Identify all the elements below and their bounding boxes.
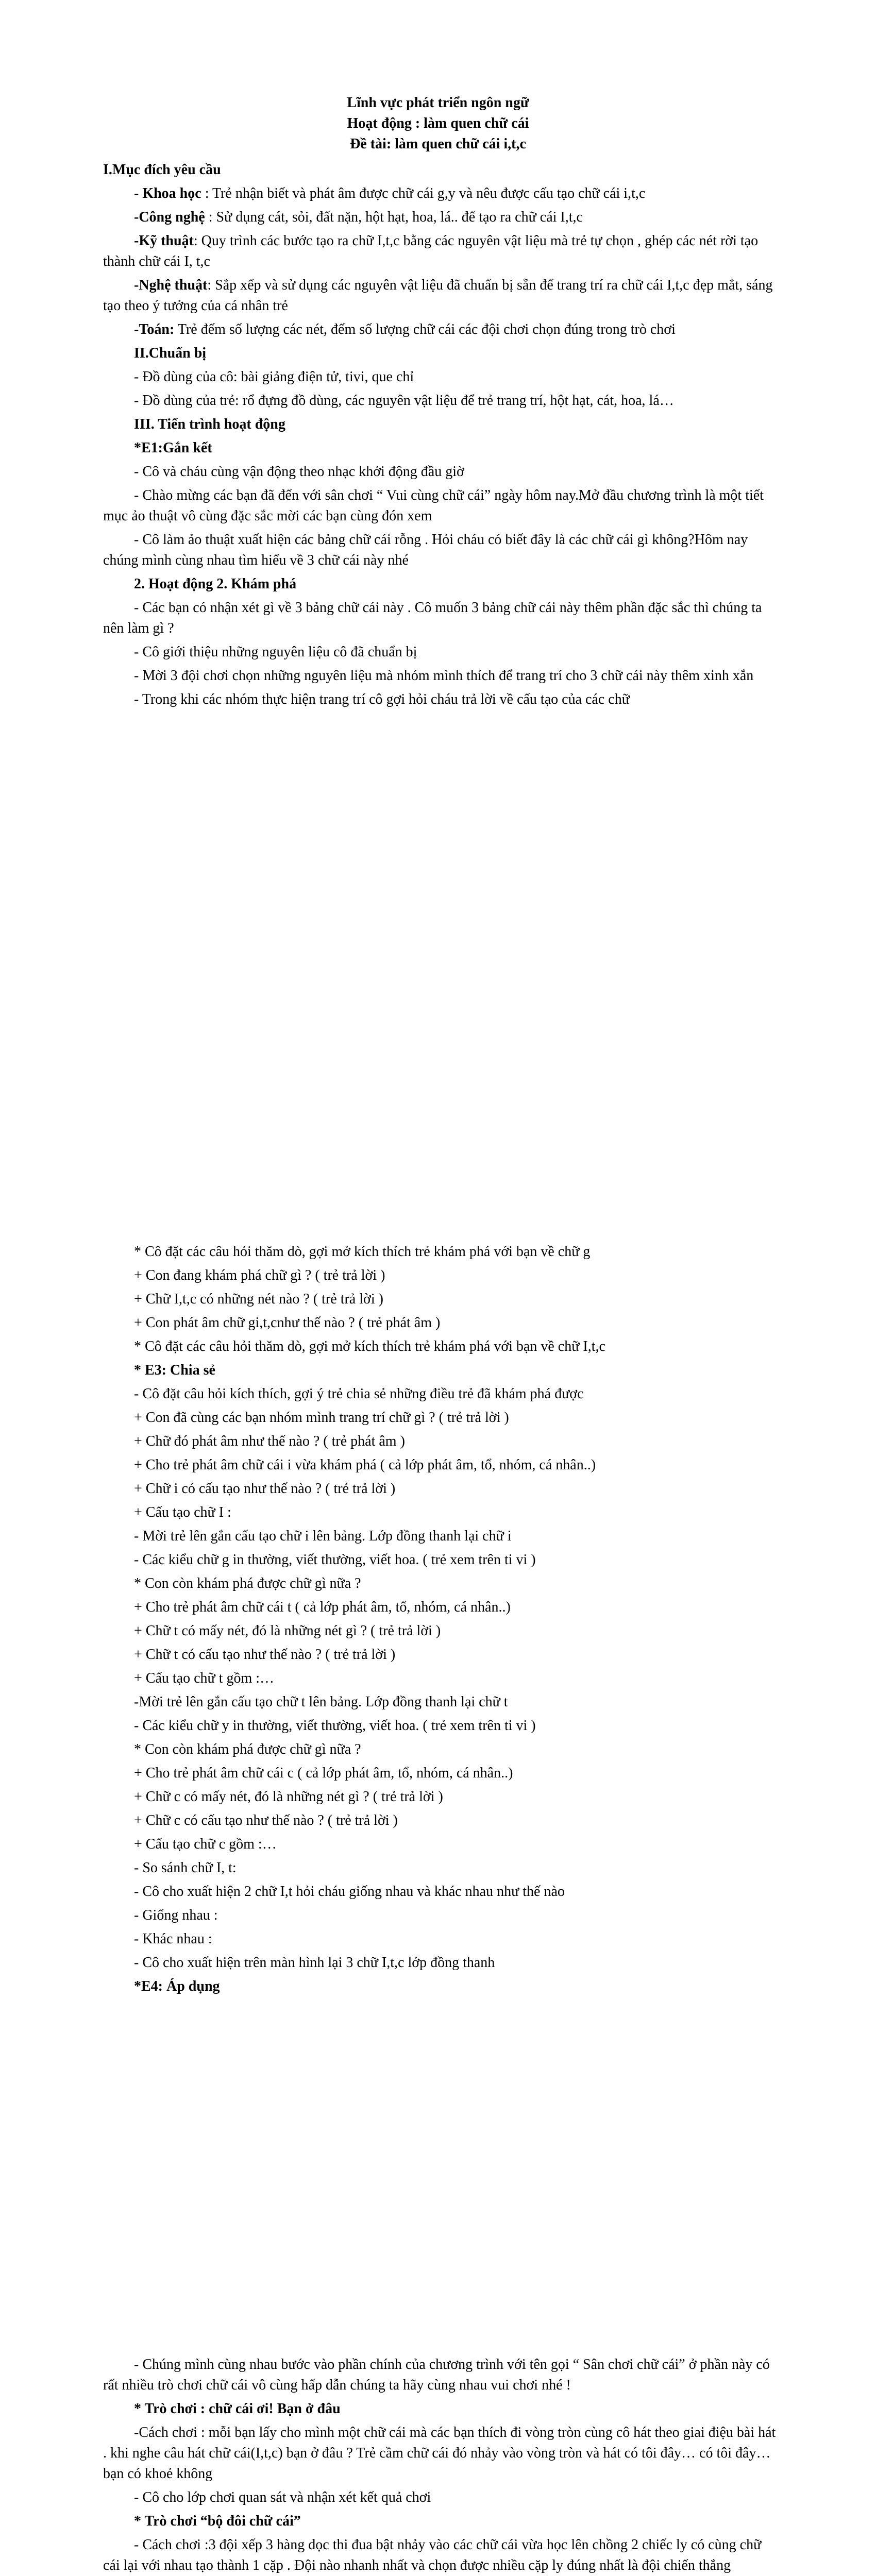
heading-e1: *E1:Gắn kết [134, 440, 212, 456]
line-item: - Các kiểu chữ y in thường, viết thường, viết hoa. ( trẻ xem trên ti vi ) [134, 1718, 536, 1734]
line-item: - Cô cho xuất hiện trên màn hình lại 3 chữ I,t,c lớp đồng thanh [134, 1955, 495, 1971]
line-item: + Chữ đó phát âm như thế nào ? ( trẻ phát âm ) [134, 1433, 405, 1449]
paragraph-engineering: -Kỹ thuật: Quy trình các bước tạo ra chữ I,t,c bằng các nguyên vật liệu mà trẻ tự chọn , ghép các nét rời tạo thành chữ cái I, t,c [103, 233, 759, 269]
paragraph-technology: -Công nghệ : Sử dụng cát, sỏi, đất nặn, hột hạt, hoa, lá.. để tạo ra chữ cái I,t,c [134, 209, 583, 225]
line-item: + Cấu tạo chữ t gồm :… [134, 1670, 275, 1686]
paragraph-welcome: - Chào mừng các bạn đã đến với sân chơi “ Vui cùng chữ cái” ngày hôm nay.Mở đầu chương trình là một tiết mục ảo thuật vô cùng đặc sắc mời các bạn cùng đón xem [103, 487, 764, 524]
line-item: - Cô cho lớp chơi quan sát và nhận xét kết quả chơi [134, 2489, 431, 2505]
line-item: + Chữ i có cấu tạo như thế nào ? ( trẻ trả lời ) [134, 1481, 396, 1497]
line-item: + Chữ t có mấy nét, đó là những nét gì ? ( trẻ trả lời ) [134, 1623, 441, 1639]
heading-game-2: * Trò chơi “bộ đôi chữ cái” [134, 2513, 301, 2529]
line-item: - Các kiểu chữ g in thường, viết thường, viết hoa. ( trẻ xem trên ti vi ) [134, 1552, 536, 1568]
heading-progress: III. Tiến trình hoạt động [134, 416, 285, 432]
heading-preparation: II.Chuẩn bị [134, 345, 207, 361]
line-item: * Cô đặt các câu hỏi thăm dò, gợi mở kích thích trẻ khám phá với bạn về chữ I,t,c [134, 1338, 605, 1354]
paragraph-decorate-question: - Trong khi các nhóm thực hiện trang trí cô gợi hỏi cháu trả lời về cấu tạo của các chữ [134, 691, 630, 707]
paragraph-warmup: - Cô và cháu cùng vận động theo nhạc khởi động đầu giờ [134, 464, 464, 480]
line-item: + Chữ c có cấu tạo như thế nào ? ( trẻ trả lời ) [134, 1812, 398, 1828]
paragraph-game-1-rules: -Cách chơi : mỗi bạn lấy cho mình một chữ cái mà các bạn thích đi vòng tròn cùng cô hát theo giai điệu bài hát . khi nghe câu hát chữ cái(I,t,c) bạn ở đâu ? Trẻ cầm chữ cái đó nhảy vào vòng tròn và hát có tôi đây… có tôi đây… bạn có khoẻ không [103, 2425, 776, 2482]
paragraph-magic-trick: - Cô làm ảo thuật xuất hiện các bảng chữ cái rỗng . Hỏi cháu có biết đây là các chữ cái gì không?Hôm nay chúng mình cùng nhau tìm hiểu về 3 chữ cái này nhé [103, 532, 748, 568]
line-item: + Cho trẻ phát âm chữ cái i vừa khám phá ( cả lớp phát âm, tổ, nhóm, cá nhân..) [134, 1457, 596, 1473]
line-item: - So sánh chữ I, t: [134, 1860, 237, 1876]
paragraph-teacher-materials: - Đồ dùng của cô: bài giảng điện tử, tivi, que chỉ [134, 369, 414, 385]
heading-e4: *E4: Áp dụng [134, 1978, 220, 1994]
paragraph-child-materials: - Đồ dùng của trẻ: rổ đựng đồ dùng, các nguyên vật liệu để trẻ trang trí, hột hạt, cát, hoa, lá… [134, 393, 674, 409]
line-item: - Giống nhau : [134, 1907, 218, 1923]
paragraph-introduce-materials: - Cô giới thiệu những nguyên liệu cô đã chuẩn bị [134, 644, 417, 660]
line-item: - Cô cho xuất hiện 2 chữ I,t hỏi cháu giống nhau và khác nhau như thế nào [134, 1884, 565, 1900]
line-item: + Chữ I,t,c có những nét nào ? ( trẻ trả lời ) [134, 1291, 383, 1307]
heading-e3: * E3: Chia sẻ [134, 1362, 215, 1378]
heading-objectives: I.Mục đích yêu cầu [103, 162, 221, 178]
line-item: - Cô đặt câu hỏi kích thích, gợi ý trẻ chia sẻ những điều trẻ đã khám phá được [134, 1386, 584, 1402]
section-apply-evaluate [103, 2354, 778, 2576]
subject-area-title: Lĩnh vực phát triển ngôn ngữ [347, 95, 529, 111]
line-item: - Mời trẻ lên gắn cấu tạo chữ i lên bảng. Lớp đồng thanh lại chữ i [134, 1528, 512, 1544]
paragraph-math: -Toán: Trẻ đếm số lượng các nét, đếm số lượng chữ cái các đội chơi chọn đúng trong trò chơi [134, 321, 676, 337]
line-item: - Khác nhau : [134, 1931, 212, 1947]
document-header [0, 93, 876, 155]
heading-game-1: * Trò chơi : chữ cái ơi! Bạn ở đâu [134, 2401, 341, 2417]
lesson-topic-title: Đề tài: làm quen chữ cái i,t,c [350, 136, 526, 152]
section-explore-share [103, 1242, 778, 2000]
line-item: + Chữ t có cấu tạo như thế nào ? ( trẻ trả lời ) [134, 1647, 396, 1663]
paragraph-comment-boards: - Các bạn có nhận xét gì về 3 bảng chữ cái này . Cô muốn 3 bảng chữ cái này thêm phần đặc sắc thì chúng ta nên làm gì ? [103, 600, 762, 636]
line-item: + Cho trẻ phát âm chữ cái c ( cả lớp phát âm, tổ, nhóm, cá nhân..) [134, 1765, 513, 1781]
line-item: * Con còn khám phá được chữ gì nữa ? [134, 1741, 361, 1757]
line-item: -Mời trẻ lên gắn cấu tạo chữ t lên bảng. Lớp đồng thanh lại chữ t [134, 1694, 508, 1710]
line-item: + Con đã cùng các bạn nhóm mình trang trí chữ gì ? ( trẻ trả lời ) [134, 1410, 509, 1426]
line-item: + Cho trẻ phát âm chữ cái t ( cả lớp phát âm, tổ, nhóm, cá nhân..) [134, 1599, 511, 1615]
line-item: * Cô đặt các câu hỏi thăm dò, gợi mở kích thích trẻ khám phá với bạn về chữ g [134, 1244, 591, 1260]
line-item: + Cấu tạo chữ I : [134, 1504, 231, 1520]
paragraph-intro-games: - Chúng mình cùng nhau bước vào phần chính của chương trình với tên gọi “ Sân chơi chữ cái” ở phần này có rất nhiều trò chơi chữ cái vô cùng hấp dẫn chúng ta hãy cùng nhau vui chơi nhé ! [103, 2357, 770, 2393]
line-item: + Con phát âm chữ gi,t,cnhư thế nào ? ( trẻ phát âm ) [134, 1315, 441, 1331]
paragraph-art: -Nghệ thuật: Sắp xếp và sử dụng các nguyên vật liệu đã chuẩn bị sẵn để trang trí ra chữ cái I,t,c đẹp mắt, sáng tạo theo ý tưởng của cá nhân trẻ [103, 277, 773, 314]
paragraph-invite-teams: - Mời 3 đội chơi chọn những nguyên liệu mà nhóm mình thích để trang trí cho 3 chữ cái này thêm xinh xắn [134, 668, 754, 684]
line-item: + Con đang khám phá chữ gì ? ( trẻ trả lời ) [134, 1267, 385, 1283]
paragraph-game-2-rules: - Cách chơi :3 đội xếp 3 hàng dọc thi đua bật nhảy vào các chữ cái vừa học lên chồng 2 chiếc ly có cùng chữ cái lại với nhau tạo thành 1 cặp . Đội nào nhanh nhất và chọn được nhiều cặp ly đúng nhất là đội chiến thắng [103, 2537, 762, 2573]
activity-title: Hoạt động : làm quen chữ cái [347, 115, 529, 131]
line-item: * Con còn khám phá được chữ gì nữa ? [134, 1575, 361, 1591]
section-objectives-preparation-progress [103, 160, 778, 713]
line-item: + Chữ c có mấy nét, đó là những nét gì ? ( trẻ trả lời ) [134, 1789, 443, 1805]
heading-activity-2: 2. Hoạt động 2. Khám phá [134, 576, 297, 592]
paragraph-science: - Khoa học : Trẻ nhận biết và phát âm được chữ cái g,y và nêu được cấu tạo chữ cái i,t,c [134, 185, 646, 201]
line-item: + Cấu tạo chữ c gồm :… [134, 1836, 277, 1852]
